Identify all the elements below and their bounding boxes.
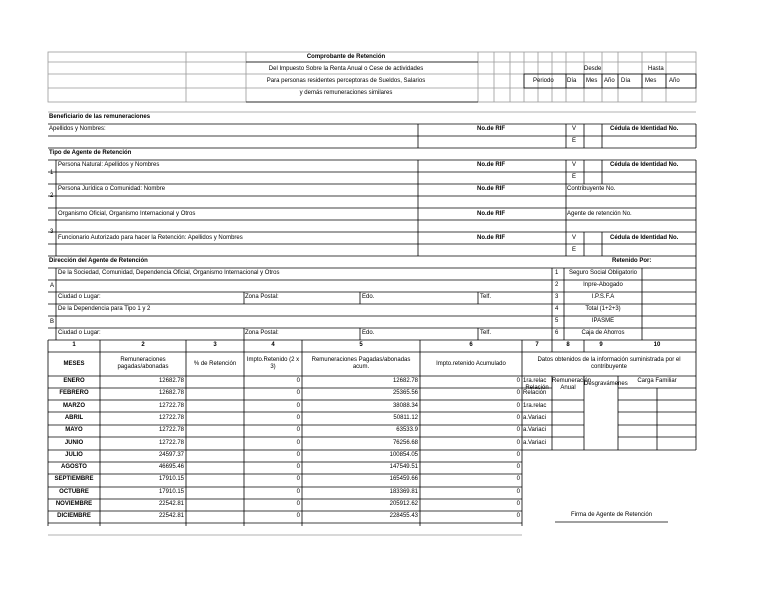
retenido-por-label: Retenido Por: xyxy=(612,258,652,264)
row-impto: 0 xyxy=(296,451,300,458)
section-beneficiario: Beneficiario de las remuneraciones xyxy=(49,114,151,120)
hasta-anio-label: Año xyxy=(669,78,680,84)
row-impto-acum: 0 xyxy=(516,439,520,446)
row-impto-acum: 0 xyxy=(516,378,520,384)
row-acum: 76256.68 xyxy=(392,439,418,446)
row-impto: 0 xyxy=(296,390,300,397)
row-impto-acum: 0 xyxy=(516,451,520,458)
retenido-num-1: 1 xyxy=(555,270,559,276)
row-mes: JUNIO xyxy=(64,439,84,446)
tipo-agente-rif-3: No.de RIF xyxy=(477,235,505,241)
tipo-agente-e-3: E xyxy=(572,247,577,253)
col-num-4: 4 xyxy=(271,342,275,348)
direccion-zona-b: Zona Postal: xyxy=(245,330,279,336)
col-num-3: 3 xyxy=(213,342,217,348)
header-meses: MESES xyxy=(63,361,85,367)
tipo-agente-v-3: V xyxy=(572,235,577,241)
row-mes: ENERO xyxy=(63,378,85,384)
retenido-num-5: 5 xyxy=(555,318,559,324)
col-num-2: 2 xyxy=(141,342,145,348)
row-rem: 22542.81 xyxy=(158,501,184,507)
header-porcentaje: % de Retención xyxy=(193,361,237,367)
form-title: Comprobante de Retención xyxy=(306,54,386,60)
tipo-agente-label-2: Persona Jurídica o Comunidad: Nombre xyxy=(58,186,166,192)
row-acum: 25365.56 xyxy=(392,390,418,397)
retenido-num-6: 6 xyxy=(555,330,559,336)
row-acum: 50811.12 xyxy=(393,414,418,421)
direccion-sociedad: De la Sociedad, Comunidad, Dependencia Oficial, Organismo Internacional y Otros xyxy=(58,270,280,276)
header-impto-acum: Impto.retenido Acumulado xyxy=(436,361,506,367)
row-acum: 38088.34 xyxy=(392,402,418,409)
retenido-num-3: 3 xyxy=(555,294,559,300)
form-subtitle-3: y demás remuneraciones similares xyxy=(299,90,393,96)
desde-anio-label: Año xyxy=(604,78,615,84)
firma-agente-label: Firma de Agente de Retención xyxy=(570,512,653,518)
header-carga: Carga Familiar xyxy=(637,378,677,384)
row-mes: FEBRERO xyxy=(59,390,89,397)
header-rem-acum: Remuneraciones Pagadas/abonadas acum. xyxy=(311,357,411,370)
row-acum: 205912.62 xyxy=(389,501,418,507)
direccion-ciudad-b: Ciudad o Lugar: xyxy=(58,330,101,336)
row-impto: 0 xyxy=(296,476,300,483)
row-impto-acum: 0 xyxy=(516,488,520,495)
row-acum: 63533.9 xyxy=(396,427,418,434)
row-impto: 0 xyxy=(296,378,300,384)
row-impto: 0 xyxy=(296,513,300,520)
tipo-agente-right-1: Cédula de Identidad No. xyxy=(610,162,679,168)
beneficiario-v-label: V xyxy=(572,126,577,132)
direccion-dependencia: De la Dependencia para Tipo 1 y 2 xyxy=(58,306,151,312)
periodo-label: Periodo xyxy=(533,78,554,84)
tipo-agente-right-2: Contribuyente No. xyxy=(567,186,616,192)
col-num-9: 9 xyxy=(599,342,603,348)
direccion-telf-b: Telf. xyxy=(480,330,492,336)
section-direccion: Dirección del Agente de Retención xyxy=(49,258,148,264)
desde-label: Desde xyxy=(584,66,602,72)
row-acum: 165459.66 xyxy=(389,476,418,483)
retenido-label-6: Caja de Ahorros xyxy=(581,330,625,336)
row-impto-acum: 0 xyxy=(516,402,520,409)
col-num-10: 10 xyxy=(653,342,661,348)
retenido-label-5: IPASME xyxy=(591,318,615,324)
form-subtitle-1: Del Impuesto Sobre la Renta Anual o Cese de actividades xyxy=(268,66,424,72)
header-impto: Impto.Retenido (2 x 3) xyxy=(246,357,300,370)
row-rel: 1ra.relac xyxy=(523,378,547,384)
row-acum: 100854.05 xyxy=(389,451,418,458)
retenido-num-2: 2 xyxy=(555,282,559,288)
beneficiario-cedula-label: Cédula de Identidad No. xyxy=(610,126,679,132)
row-impto: 0 xyxy=(296,402,300,409)
row-impto-acum: 0 xyxy=(516,513,520,520)
row-impto: 0 xyxy=(296,501,300,507)
hasta-label: Hasta xyxy=(648,66,664,72)
row-mes: JULIO xyxy=(65,451,83,458)
tipo-agente-right-org: Agente de retención No. xyxy=(567,211,632,217)
beneficiario-e-label: E xyxy=(572,138,577,144)
direccion-b-label: B xyxy=(50,319,55,325)
row-rem: 22542.81 xyxy=(158,513,184,520)
row-rel: a.Variaci xyxy=(523,427,546,434)
header-remuneracion-anual: Remuneración Anual xyxy=(552,378,592,391)
tipo-agente-label-1: Persona Natural: Apellidos y Nombres xyxy=(58,162,160,168)
tipo-agente-num-1: 1 xyxy=(50,170,54,176)
row-impto: 0 xyxy=(296,488,300,495)
row-mes: MAYO xyxy=(65,427,83,434)
beneficiario-rif-label: No.de RIF xyxy=(477,126,505,132)
header-desgravamenes: Desgravámenes xyxy=(584,381,628,387)
col-num-7: 7 xyxy=(535,342,539,348)
direccion-zona-a: Zona Postal: xyxy=(245,294,279,300)
col-num-5: 5 xyxy=(359,342,363,348)
row-impto-acum: 0 xyxy=(516,476,520,483)
form-subtitle-2: Para personas residentes perceptoras de Sueldos, Salarios xyxy=(266,78,426,84)
row-mes: ABRIL xyxy=(64,414,84,421)
row-rel: a.Variaci xyxy=(523,439,546,446)
tipo-agente-rif-2: No.de RIF xyxy=(477,186,505,192)
row-acum: 147549.51 xyxy=(389,464,418,471)
tipo-agente-rif-1: No.de RIF xyxy=(477,162,505,168)
retenido-label-1: Seguro Social Obligatorio xyxy=(568,270,638,276)
row-impto: 0 xyxy=(296,414,300,421)
row-acum: 12682.78 xyxy=(392,378,418,384)
row-mes: SEPTIEMBRE xyxy=(54,476,94,483)
row-rem: 17910.15 xyxy=(158,476,184,483)
header-remuneraciones: Remuneraciones pagadas/abonadas xyxy=(117,357,169,370)
hasta-dia-label: Día xyxy=(621,78,631,84)
col-num-6: 6 xyxy=(469,342,473,348)
row-rem: 12722.78 xyxy=(158,414,184,421)
row-rem: 17910.15 xyxy=(158,488,184,495)
tipo-agente-label-3: Funcionario Autorizado para hacer la Retención: Apellidos y Nombres xyxy=(58,235,243,241)
header-relacion: Relación xyxy=(525,385,549,391)
retenido-label-4: Total (1+2+3) xyxy=(585,306,621,312)
tipo-agente-label-org: Organismo Oficial, Organismo Internacional y Otros xyxy=(58,211,196,217)
retenido-label-2: Inpre-Abogado xyxy=(583,282,623,288)
direccion-edo-a: Edo. xyxy=(362,294,375,300)
tipo-agente-e: E xyxy=(572,174,577,180)
section-tipo-agente: Tipo de Agente de Retención xyxy=(49,150,132,156)
tipo-agente-rif-org: No.de RIF xyxy=(477,211,505,217)
row-rem: 12682.78 xyxy=(158,390,184,397)
col-num-1: 1 xyxy=(72,342,76,348)
direccion-a-label: A xyxy=(50,283,55,289)
col-num-8: 8 xyxy=(566,342,570,348)
row-mes: MARZO xyxy=(63,402,85,409)
row-rem: 12722.78 xyxy=(158,427,184,434)
row-mes: NOVIEMBRE xyxy=(55,501,93,507)
row-impto-acum: 0 xyxy=(516,414,520,421)
row-rel: a.Variaci xyxy=(523,414,546,421)
row-impto: 0 xyxy=(296,427,300,434)
row-rem: 46695.46 xyxy=(158,464,184,471)
row-mes: DICIEMBRE xyxy=(57,513,91,520)
row-acum: 228455.43 xyxy=(389,513,418,520)
row-impto-acum: 0 xyxy=(516,464,520,471)
row-impto-acum: 0 xyxy=(516,427,520,434)
row-mes: AGOSTO xyxy=(61,464,87,471)
direccion-edo-b: Edo. xyxy=(362,330,375,336)
row-impto-acum: 0 xyxy=(516,390,520,397)
beneficiario-apellidos-label: Apellidos y Nombres: xyxy=(49,126,106,132)
row-acum: 183369.81 xyxy=(389,488,418,495)
row-impto: 0 xyxy=(296,439,300,446)
tipo-agente-num-3: 3 xyxy=(50,229,54,235)
desde-mes-label: Mes xyxy=(586,78,598,84)
direccion-telf-a: Telf. xyxy=(480,294,492,300)
row-rem: 24597.37 xyxy=(158,451,184,458)
retenido-num-4: 4 xyxy=(555,306,559,312)
tipo-agente-v: V xyxy=(572,162,577,168)
row-rel: 1ra.relac xyxy=(523,402,547,409)
row-mes: OCTUBRE xyxy=(59,488,89,495)
row-impto: 0 xyxy=(296,464,300,471)
row-rem: 12682.78 xyxy=(158,378,184,384)
row-rem: 12722.78 xyxy=(158,439,184,446)
tipo-agente-right-3: Cédula de Identidad No. xyxy=(610,235,679,241)
hasta-mes-label: Mes xyxy=(645,78,657,84)
direccion-ciudad-a: Ciudad o Lugar: xyxy=(58,294,101,300)
row-rem: 12722.78 xyxy=(158,402,184,409)
retenido-label-3: I.P.S.F.A xyxy=(591,294,615,300)
header-datos: Datos obtenidos de la información suministrada por el contribuyente xyxy=(537,357,681,370)
row-rel: Relación xyxy=(523,390,547,397)
row-impto-acum: 0 xyxy=(516,501,520,507)
tipo-agente-num-2: 2 xyxy=(50,193,54,199)
desde-dia-label: Día xyxy=(567,78,577,84)
